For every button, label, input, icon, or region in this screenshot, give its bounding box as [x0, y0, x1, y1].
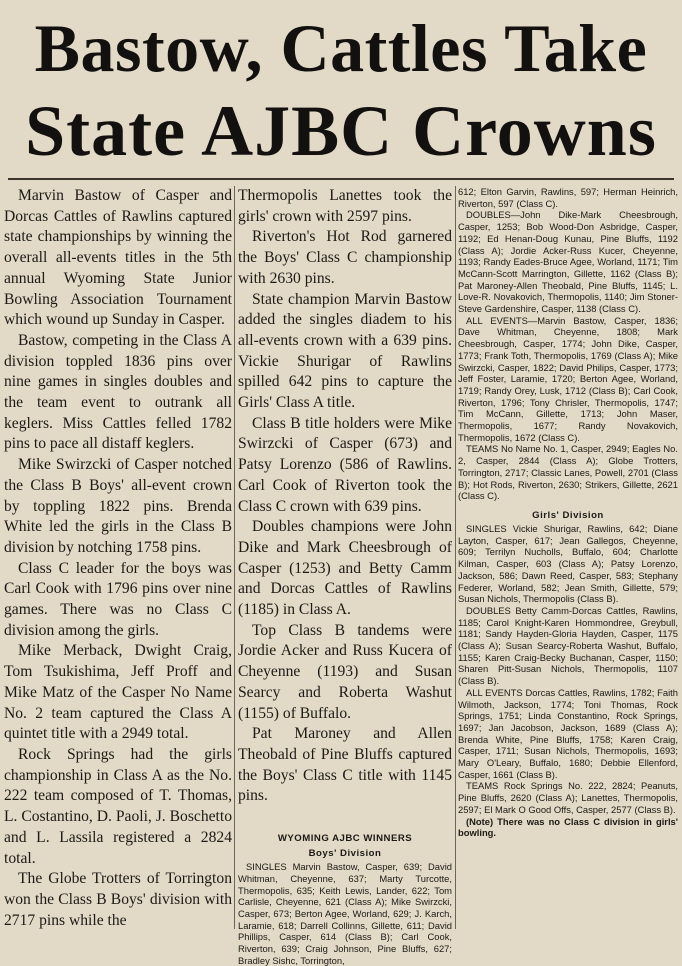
- girls-note: (Note) There was no Class C division in girls' bowling.: [458, 815, 678, 839]
- paragraph: Mike Merback, Dwight Craig, Tom Tsukishima, Jeff Proff and Mike Matz of the Casper No Name No. 2 team captured the Class A quintet title with a 2949 total.: [4, 642, 232, 743]
- results-entry: SINGLES Vickie Shurigar, Rawlins, 642; Diane Layton, Casper, 617; Jean Gallegos, Cheyenne, 609; Terrilyn Nucholls, Buffalo, 604; Charlotte Kilman, Casper, 603 (Class A); Patsy Lorenzo, Jackson, 586; Dawn Reed, Casper, 583; Stephany Federer, Worland, 582; Jean Smith, Gillette, 579; Susan Nichols, Thermopolis (Class B).: [458, 522, 678, 605]
- results-entry: DOUBLES Betty Camm-Dorcas Cattles, Rawlins, 1185; Carol Knight-Karen Hommondree, Greybull, 1181; Sandy Hayden-Gloria Hayden, Casper, 1175 (Class A); Susan Searcy-Roberta Washut, Buffalo, 1155; Karen Craig-Becky Buchanan, Casper, 1150; Sharen Pitt-Susan Nichols, Thermopolis, 1107 (Class B).: [458, 604, 678, 687]
- paragraph: Mike Swirzcki of Casper notched the Class B Boys' all-event crown by toppling 1822 pins. Brenda White led the girls in the Class B division by notching 1758 pins.: [4, 456, 232, 556]
- paragraph: Marvin Bastow of Casper and Dorcas Cattles of Rawlins captured state championships by winning the overall all-events titles in the 5th annual Wyoming State Junior Bowling Association Tournament which wound up Sunday in Casper.: [4, 187, 232, 329]
- article-column-1: [4, 186, 232, 929]
- paragraph: Class C leader for the boys was Carl Cook with 1796 pins over nine games. There was no Class C division among the girls.: [4, 559, 232, 639]
- paragraph: Class B title holders were Mike Swirzcki of Casper (673) and Patsy Lorenzo (586 of Rawlins. Carl Cook of Riverton took the Class C crown with 639 pins.: [238, 414, 452, 515]
- column-divider: [455, 186, 456, 929]
- headline-line-2: State AJBC Crowns: [25, 91, 657, 171]
- results-entry: ALL EVENTS—Marvin Bastow, Casper, 1836; Dave Whitman, Cheyenne, 1808; Mark Cheesbrough, Casper, 1774; John Dike, Casper, 1773; Frank Toth, Thermopolis, 1769 (Class A); Mike Swirzcki, Casper, 1822; David Philips, Casper, 1773; Jeff Foster, Laramie, 1720; Berton Agee, Worland, 1719; Randy Orey, Lusk, 1712 (Class B); Carl Cook, Riverton, 1796; Tony Chrisler, Thermopolis, 1747; Tim McCann, Gillette, 1713; John Maser, Thermopolis, 1677; Randy Novakovich, Thermopolis, 1672 (Class C).: [458, 314, 678, 443]
- results-entry: ALL EVENTS Dorcas Cattles, Rawlins, 1782; Faith Wilmoth, Jackson, 1774; Toni Thomas, Rock Springs, 1751; Linda Constantino, Rock Springs, 1697; Jan Jacobson, Jackson, 1689 (Class A); Brenda White, Pine Bluffs, 1758; Karen Craig, Casper, 1711; Susan Nichols, Thermopolis, 1693; Mary O'Leary, Buffalo, 1680; Debbie Ellenford, Casper, 1661 (Class B).: [458, 686, 678, 780]
- results-entry: TEAMS Rock Springs No. 222, 2824; Peanuts, Pine Bluffs, 2620 (Class A); Lanettes, Thermopolis, 2597; El Mark O Good Offs, Casper, 2577 (Class B).: [458, 780, 678, 815]
- paragraph: Riverton's Hot Rod garnered the Boys' Class C championship with 2630 pins.: [238, 228, 452, 287]
- winners-title: WYOMING AJBC WINNERS: [277, 833, 413, 845]
- paragraph: State champion Marvin Bastow added the singles diadem to his all-events crown with a 639 pins. Vickie Shurigar of Rawlins spilled 642 pins to capture the Girls' Class A title.: [238, 290, 452, 412]
- boys-division-heading: Boys' Division: [308, 848, 382, 860]
- results-entry: TEAMS No Name No. 1, Casper, 2949; Eagles No. 2, Casper, 2844 (Class A); Globe Trotters, Torrington, 2717; Classic Lanes, Powell, 2701 (Class B); Hot Rods, Riverton, 2630; Strikers, Gillette, 2621 (Class C).: [458, 443, 678, 502]
- paragraph: Top Class B tandems were Jordie Acker and Russ Kucera of Cheyenne (1193) and Susan Searcy and Roberta Washut (1155) of Buffalo.: [238, 621, 452, 722]
- results-entry: 612; Elton Garvin, Rawlins, 597; Herman Heinrich, Riverton, 597 (Class C).: [458, 186, 678, 209]
- results-column-3: [458, 186, 678, 929]
- girls-division-heading: Girls' Division: [532, 509, 604, 521]
- paragraph: Rock Springs had the girls championship in Class A as the No. 222 team composed of T. Thomas, L. Costantino, D. Paoli, J. Boschetto and L. Lassila registered a 2824 total.: [4, 745, 232, 867]
- results-entry: DOUBLES—John Dike-Mark Cheesbrough, Casper, 1253; Bob Wood-Don Asbridge, Casper, 1192; Ed Henan-Doug Kunau, Pine Bluffs, 1192 (Class A); Jordie Acker-Russ Kucer, Cheyenne, 1193; Randy Eades-Bruce Agee, Worland, 1171; Tim McCann-Scott Marrington, Gillette, 1162 (Class B); Pat Maroney-Allen Theobald, Pine Bluffs, 1145; L. Love-R. Novakovich, Thermopolis, 1140; Jim Stoner-Steve Gardenshire, Casper, 1138 (Class C).: [458, 209, 678, 315]
- paragraph: Pat Maroney and Allen Theobald of Pine Bluffs captured the Boys' Class C title with 1145 pins.: [238, 725, 452, 805]
- paragraph: The Globe Trotters of Torrington won the Class B Boys' division with 2717 pins while the: [4, 870, 232, 929]
- paragraph: Doubles champions were John Dike and Mark Cheesbrough of Casper (1253) and Betty Camm and Dorcas Cattles of Rawlins (1185) in Class A.: [238, 518, 452, 619]
- paragraph: Thermopolis Lanettes took the girls' crown with 2597 pins.: [238, 187, 452, 225]
- paragraph: Bastow, competing in the Class A division toppled 1836 pins over nine games in singles doubles and the team event to outrank all keglers. Miss Cattles felled 1782 pins to pace all distaff keglers.: [4, 331, 232, 453]
- column-divider: [234, 186, 235, 929]
- headline-rule: [8, 178, 674, 180]
- boys-singles-list: SINGLES Marvin Bastow, Casper, 639; David Whitman, Cheyenne, 637; Marty Turcotte, Thermopolis, 635; Keith Lewis, Lander, 622; Tom Carlisle, Cheyenne, 621 (Class A); Mike Swirzcki, Casper, 673; Berton Agee, Worland, 629; J. Karch, Laramie, 618; Darrell Collinns, Gillette, 611; David Phillips, Casper, 614 (Class B); Carl Cook, Riverton, 639; Craig Johnson, Pine Bluffs, 627; Bradley Sishc, Torrington,: [238, 861, 452, 966]
- headline-line-1: Bastow, Cattles Take: [34, 10, 648, 86]
- article-column-2: [238, 186, 452, 966]
